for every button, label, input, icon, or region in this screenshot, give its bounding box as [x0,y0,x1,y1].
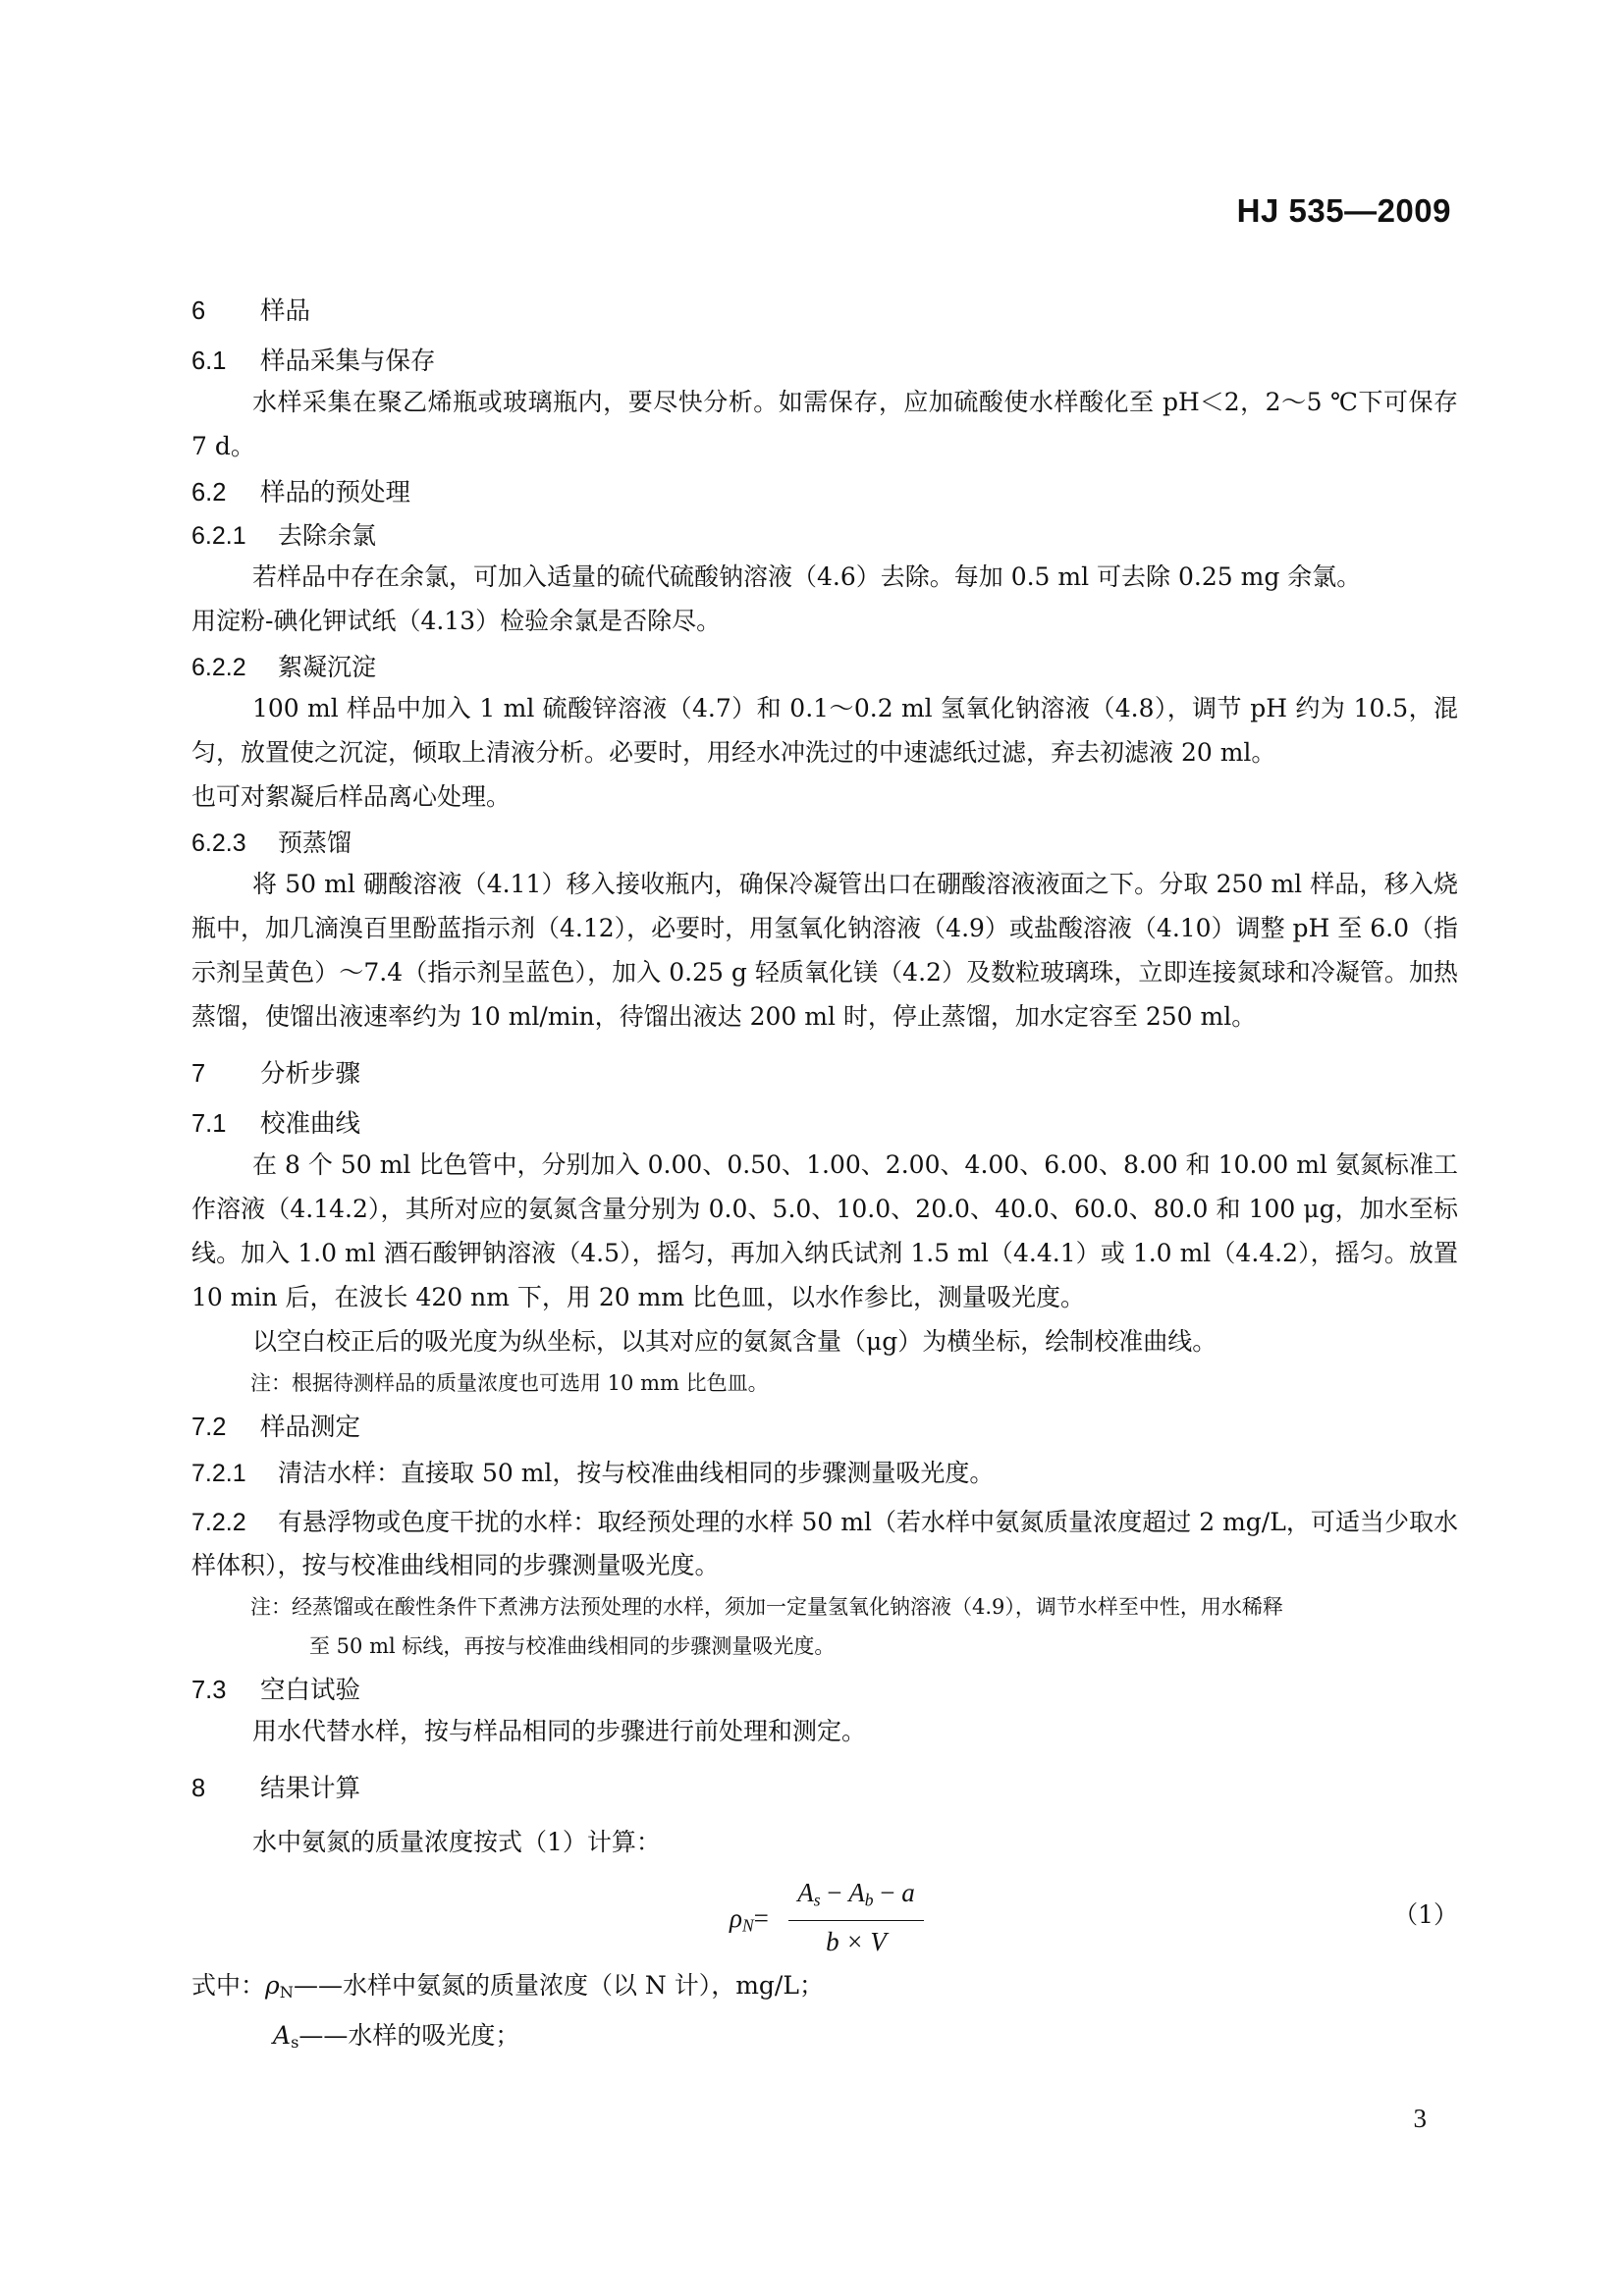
paragraph: 水中氨氮的质量浓度按式（1）计算： [252,1828,661,1856]
section-title: 样品测定 [260,1413,361,1442]
section-title: 结果计算 [260,1774,361,1803]
formula-fraction [788,1874,924,1960]
symbol-definition-row [191,2014,1458,2064]
section-title: 去除余氯 [278,521,377,550]
section-7-2-1 [191,1452,1458,1495]
section-6-2-3-heading [191,825,1458,862]
paragraph: 水样采集在聚乙烯瓶或玻璃瓶内，要尽快分析。如需保存，应加硫酸使水样酸化至 pH＜2，2～5 ℃下可保存 7 d。 [191,388,1458,460]
standard-number: HJ 535—2009 [1236,192,1451,229]
section-number: 7.3 [191,1677,227,1704]
formula-denominator: b × V [826,1927,887,1957]
section-title: 预蒸馏 [278,828,352,857]
section-title: 空白试验 [260,1676,361,1705]
section-number: 6.2.1 [191,522,246,550]
section-text: 清洁水样：直接取 50 ml，按与校准曲线相同的步骤测量吸光度。 [278,1459,995,1487]
fraction-bar [788,1920,924,1921]
paragraph: 以空白校正后的吸光度为纵坐标，以其对应的氨氮含量（μg）为横坐标，绘制校准曲线。 [252,1327,1217,1356]
symbol: ρ [265,1971,280,2000]
section-6-1-heading [191,343,1458,380]
section-number: 6.2.3 [191,829,246,857]
section-7-heading [191,1055,1458,1093]
section-6-heading [191,293,1458,330]
symbol-definition: ——水样中氨氮的质量浓度（以 N 计），mg/L； [293,1971,824,2000]
section-number: 6.2.2 [191,654,246,681]
section-title: 样品采集与保存 [260,347,436,376]
symbol-definition: ——水样的吸光度； [298,2021,520,2051]
symbol-definitions [191,1964,1458,2064]
section-number: 7.1 [191,1110,227,1138]
section-7-3-heading [191,1672,1458,1709]
section-number: 8 [191,1775,206,1802]
section-6-2-heading [191,474,1458,511]
paragraph: 100 ml 样品中加入 1 ml 硫酸锌溶液（4.7）和 0.1～0.2 ml 氢氧化钠溶液（4.8），调节 pH 约为 10.5，混匀，放置使之沉淀，倾取上清液分析。必要时，用经水冲洗过的中速滤纸过滤，弃去初滤液 20 ml。 [191,694,1458,767]
section-number: 7.2 [191,1414,227,1441]
note-line-2: 至 50 ml 标线，再按与校准曲线相同的步骤测量吸光度。 [309,1634,836,1658]
section-number: 7.2.2 [191,1509,246,1536]
section-6-2-1-heading [191,517,1458,555]
paragraph: 若样品中存在余氯，可加入适量的硫代硫酸钠溶液（4.6）去除。每加 0.5 ml 可去除 0.25 mg 余氯。 [252,562,1362,591]
paragraph: 也可对絮凝后样品离心处理。 [191,782,512,811]
section-7-2-2 [191,1501,1458,1587]
section-7-1-heading [191,1105,1458,1143]
paragraph: 用水代替水样，按与样品相同的步骤进行前处理和测定。 [252,1717,867,1745]
symbol-subscript: s [291,2033,299,2053]
note: 注：根据待测样品的质量浓度也可选用 10 mm 比色皿。 [250,1371,769,1395]
note-line-1: 注：经蒸馏或在酸性条件下煮沸方法预处理的水样，须加一定量氢氧化钠溶液（4.9），调节水样至中性，用水稀释 [250,1595,1283,1619]
section-title: 样品的预处理 [260,478,411,507]
section-8-heading [191,1770,1458,1807]
equation-number: （1） [1393,1900,1458,1929]
section-title: 絮凝沉淀 [278,653,377,681]
section-number: 6.1 [191,347,227,375]
section-title: 样品 [260,296,311,326]
section-number: 6.2 [191,479,227,507]
section-title: 分析步骤 [260,1059,361,1089]
symbol: A [273,2021,292,2051]
section-title: 校准曲线 [260,1109,361,1139]
formula-numerator: $A_s - A_b - a$ [797,1878,915,1910]
section-6-2-2-heading [191,649,1458,686]
equation-1 [191,1874,1458,1964]
note [250,1587,1458,1666]
section-number: 7.2.1 [191,1460,246,1487]
where-prefix: 式中： [191,1971,266,2000]
symbol-subscript: N [279,1983,294,2002]
paragraph: 将 50 ml 硼酸溶液（4.11）移入接收瓶内，确保冷凝管出口在硼酸溶液液面之下。分取 250 ml 样品，移入烧瓶中，加几滴溴百里酚蓝指示剂（4.12），必要时，用氢氧化钠溶液（4.9）或盐酸溶液（4.10）调整 pH 至 6.0（指示剂呈黄色）～7.4（指示剂呈蓝色），加入 0.25 g 轻质氧化镁（4.2）及数粒玻璃珠，立即连接氮球和冷凝管。加热蒸馏，使馏出液速率约为 10 ml/min，待馏出液达 200 ml 时，停止蒸馏，加水定容至 250 ml。 [191,870,1458,1031]
page-number: 3 [1413,2104,1427,2133]
paragraph: 在 8 个 50 ml 比色管中，分别加入 0.00、0.50、1.00、2.00、4.00、6.00、8.00 和 10.00 ml 氨氮标准工作溶液（4.14.2），其所对应的氨氮含量分别为 0.0、5.0、10.0、20.0、40.0、60.0、80.0 和 100 μg，加水至标线。加入 1.0 ml 酒石酸钾钠溶液（4.5），摇匀，再加入纳氏试剂 1.5 ml（4.4.1）或 1.0 ml（4.4.2），摇匀。放置 10 min 后，在波长 420 nm 下，用 20 mm 比色皿，以水作参比，测量吸光度。 [191,1150,1458,1311]
page-content [191,293,1458,2064]
section-number: 7 [191,1060,206,1088]
section-text: 有悬浮物或色度干扰的水样：取经预处理的水样 50 ml（若水样中氨氮质量浓度超过 2 mg/L，可适当少取水样体积），按与校准曲线相同的步骤测量吸光度。 [191,1508,1458,1579]
formula-lhs: $\rho_N=$ [730,1903,769,1936]
section-7-2-heading [191,1409,1458,1446]
paragraph: 用淀粉-碘化钾试纸（4.13）检验余氯是否除尽。 [191,607,722,635]
section-number: 6 [191,297,206,325]
